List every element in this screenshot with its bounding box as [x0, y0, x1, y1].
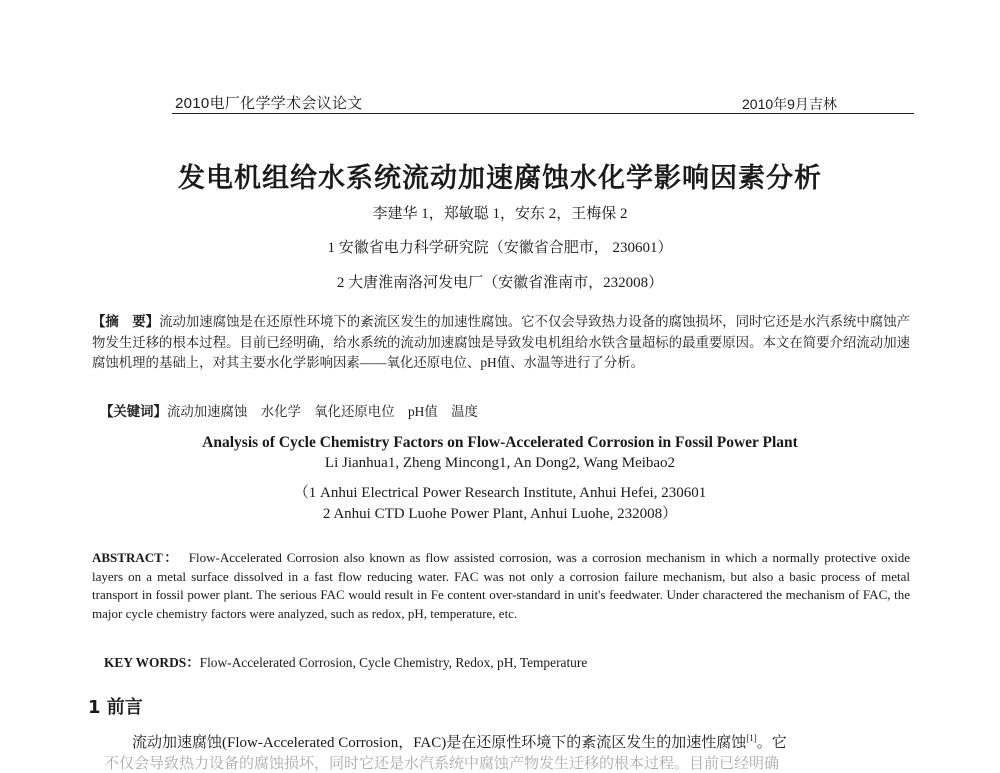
paper-title-en: Analysis of Cycle Chemistry Factors on Flow-Accelerated Corrosion in Fossil Power Plant	[202, 434, 798, 451]
citation-ref[interactable]: [1]	[746, 733, 757, 743]
keywords-text-cn: 流动加速腐蚀 水化学 氧化还原电位 pH值 温度	[166, 404, 478, 419]
paper-title-cn: 发电机组给水系统流动加速腐蚀水化学影响因素分析	[178, 163, 822, 194]
affiliation-2-cn: 2 大唐淮南洛河发电厂（安徽省淮南市，232008）	[336, 275, 664, 291]
affiliation-1-en: （1 Anhui Electrical Power Research Institute, Anhui Hefei, 230601	[293, 485, 707, 501]
body-paragraph	[132, 731, 787, 752]
section-heading-introduction: 1 前言	[88, 697, 143, 718]
header-rule	[172, 113, 914, 114]
body-text-start: 流动加速腐蚀(Flow-Accelerated Corrosion，FAC)是在还原性环境下的紊流区发生的加速性腐蚀	[132, 735, 747, 751]
keywords-en	[104, 652, 587, 671]
affiliation-1-cn: 1 安徽省电力科学研究院（安徽省合肥市， 230601）	[327, 240, 673, 256]
body-paragraph-cut-line: 不仅会导致热力设备的腐蚀损坏，同时它还是水汽系统中腐蚀产物发生迁移的根本过程。目前已经明确	[104, 756, 780, 772]
keywords-text-en: Flow-Accelerated Corrosion, Cycle Chemistry, Redox, pH, Temperature	[199, 655, 588, 670]
affiliation-2-en: 2 Anhui CTD Luohe Power Plant, Anhui Luohe, 232008）	[322, 506, 678, 522]
abstract-cn	[92, 312, 910, 374]
abstract-label-cn: 【摘 要】	[92, 314, 160, 329]
authors-en: Li Jianhua1, Zheng Mincong1, An Dong2, Wang Meibao2	[324, 455, 676, 471]
abstract-en	[92, 549, 910, 623]
authors-cn: 李建华 1，郑敏聪 1，安东 2，王梅保 2	[372, 206, 628, 222]
keywords-label-cn: 【关键词】	[100, 404, 167, 419]
abstract-text-cn: 流动加速腐蚀是在还原性环境下的紊流区发生的加速性腐蚀。它不仅会导致热力设备的腐蚀损坏，同时它还是水汽系统中腐蚀产物发生迁移的根本过程。目前已经明确，给水系统的流动加速腐蚀是导致发电机组给水铁含量超标的最重要原因。本文在简要介绍流动加速腐蚀机理的基础上，对其主要水化学影响因素——氧化还原电位、pH值、水温等进行了分析。	[92, 314, 911, 370]
abstract-label-en: ABSTRACT：	[92, 550, 180, 565]
abstract-text-en: Flow-Accelerated Corrosion also known as flow assisted corrosion, was a corrosion mechanism in which a normally protective oxide layers on a metal surface dissolved in a fast flow reducing water. FAC was not only a corrosion failure mechanism, but also a basic process of metal transport in fossil power plant. The serious FAC would result in Fe content over-standard in unit's feedwater. Under charactered the mechanism of FAC, the major cycle chemistry factors were analyzed, such as redox, pH, temperature, etc.	[92, 550, 911, 621]
keywords-cn	[100, 401, 478, 420]
running-header-left: 2010电厂化学学术会议论文	[175, 95, 363, 112]
running-header-right: 2010年9月吉林	[742, 96, 837, 112]
body-text-end: 。它	[756, 735, 787, 751]
keywords-label-en: KEY WORDS：	[104, 655, 200, 670]
